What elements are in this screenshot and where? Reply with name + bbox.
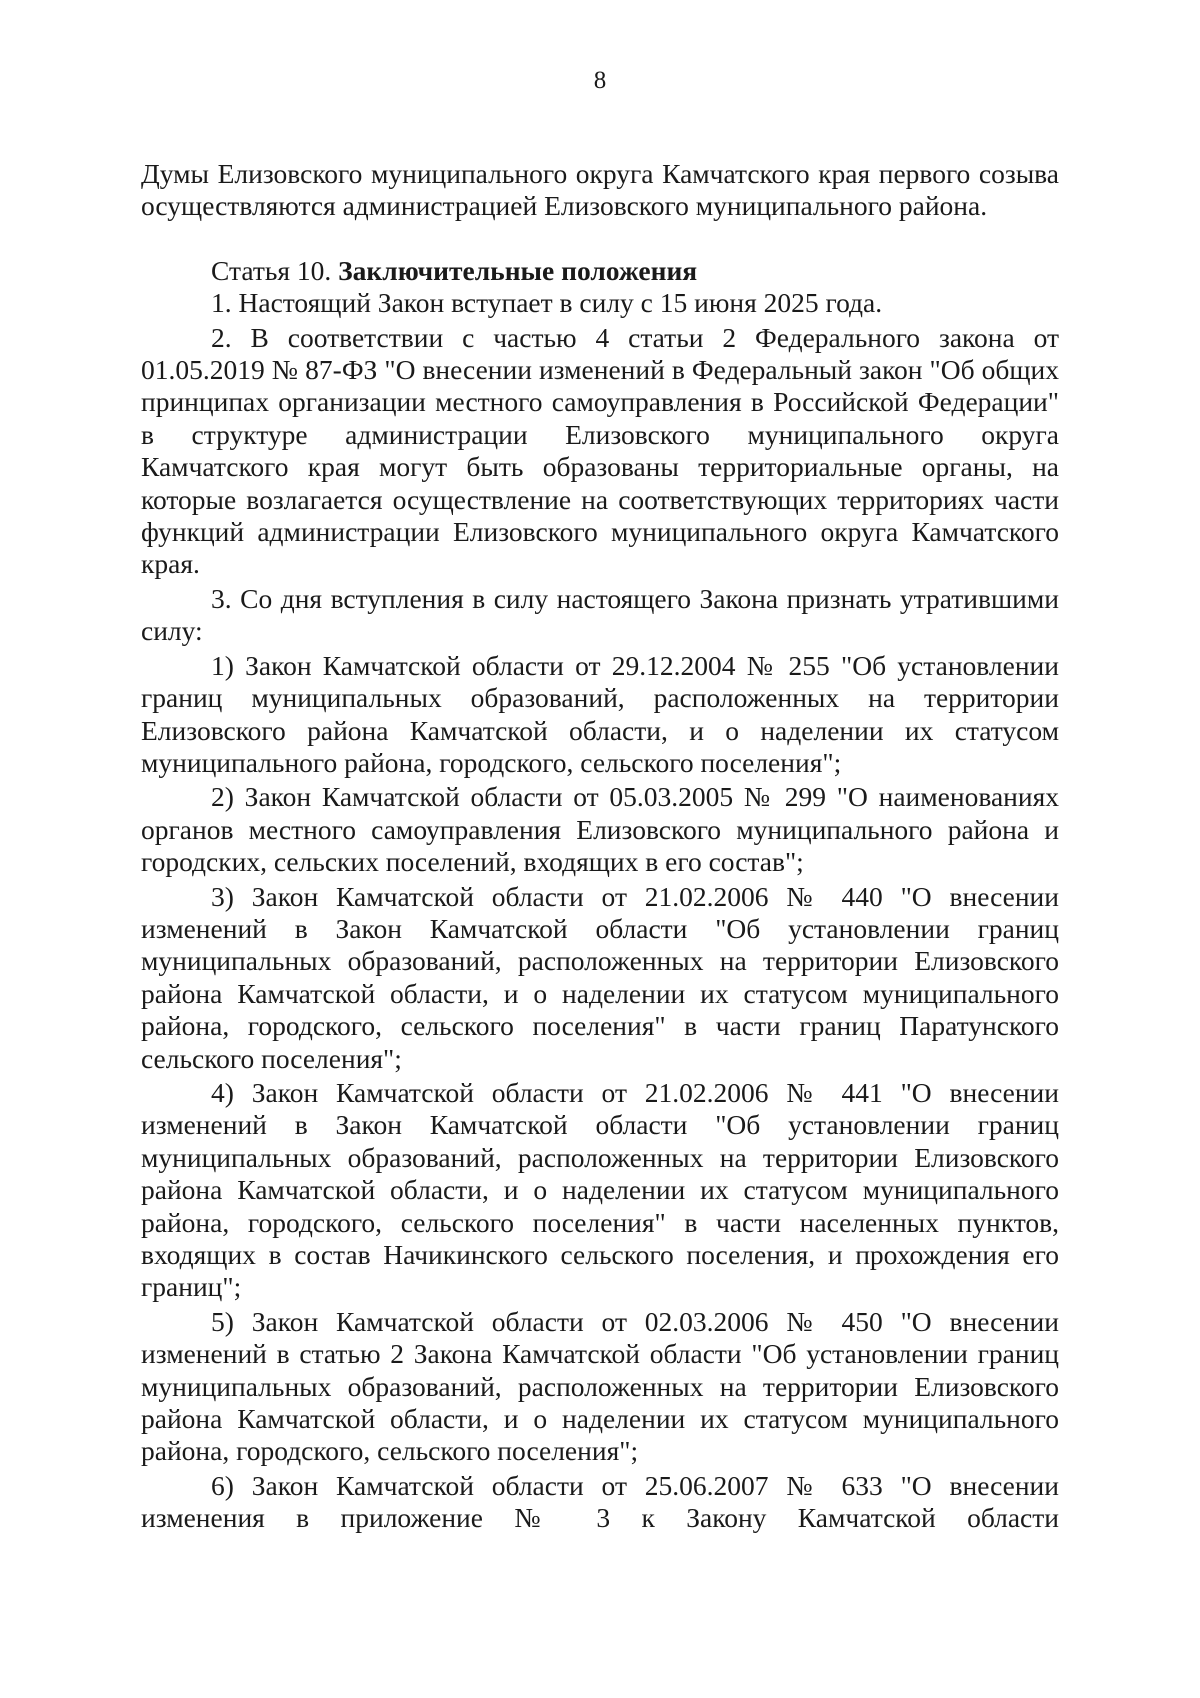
paragraph-1: 1. Настоящий Закон вступает в силу с 15 июня 2025 года. xyxy=(211,287,883,319)
list-item-1: 1) Закон Камчатской области от 29.12.2004 № 255 "Об установлении границ муниципальных образований, расположенных на территории Елизовского района Камчатской области, и о наделении их статусом муниципального района, городского, сельского поселения"; xyxy=(141,649,1059,778)
paragraph-3: 3. Со дня вступления в силу настоящего Закона признать утратившими силу: xyxy=(141,582,1059,647)
article-title: Заключительные положения xyxy=(338,254,698,286)
list-item-6: 6) Закон Камчатской области от 25.06.2007 № 633 "О внесении изменения в приложение № 3 к Закону Камчатской области xyxy=(141,1469,1059,1534)
list-item-2: 2) Закон Камчатской области от 05.03.2005 № 299 "О наименованиях органов местного самоуправления Елизовского муниципального района и городских, сельских поселений, входящих в его состав"; xyxy=(141,781,1059,878)
paragraph-2: 2. В соответствии с частью 4 статьи 2 Федерального закона от 01.05.2019 № 87-ФЗ "О внесении изменений в Федеральный закон "Об общих принципах организации местного самоуправления в Российской Федерации" в структуре администрации Елизовского муниципального округа Камчатского края могут быть образованы территориальные органы, на которые возлагается осуществление на соответствующих территориях части функций администрации Елизовского муниципального округа Камчатского края. xyxy=(141,321,1059,580)
article-heading xyxy=(141,255,1059,287)
article-label: Статья 10. xyxy=(211,254,339,286)
list-item-5: 5) Закон Камчатской области от 02.03.2006 № 450 "О внесении изменений в статью 2 Закона Камчатской области "Об установлении границ муниципальных образований, расположенных на территории Елизовского района Камчатской области, и о наделении их статусом муниципального района, городского, сельского поселения"; xyxy=(141,1305,1059,1467)
list-item-4: 4) Закон Камчатской области от 21.02.2006 № 441 "О внесении изменений в Закон Камчатской области "Об установлении границ муниципальных образований, расположенных на территории Елизовского района Камчатской области, и о наделении их статусом муниципального района, городского, сельского поселения" в части населенных пунктов, входящих в состав Начикинского сельского поселения, и прохождения его границ"; xyxy=(141,1076,1059,1303)
list-item-3: 3) Закон Камчатской области от 21.02.2006 № 440 "О внесении изменений в Закон Камчатской области "Об установлении границ муниципальных образований, расположенных на территории Елизовского района Камчатской области, и о наделении их статусом муниципального района, городского, сельского поселения" в части границ Паратунского сельского поселения"; xyxy=(141,880,1059,1074)
intro-paragraph: Думы Елизовского муниципального округа Камчатского края первого созыва осуществляются администрацией Елизовского муниципального района. xyxy=(141,158,1059,222)
page-number: 8 xyxy=(593,67,607,94)
document-body xyxy=(141,158,1059,1535)
